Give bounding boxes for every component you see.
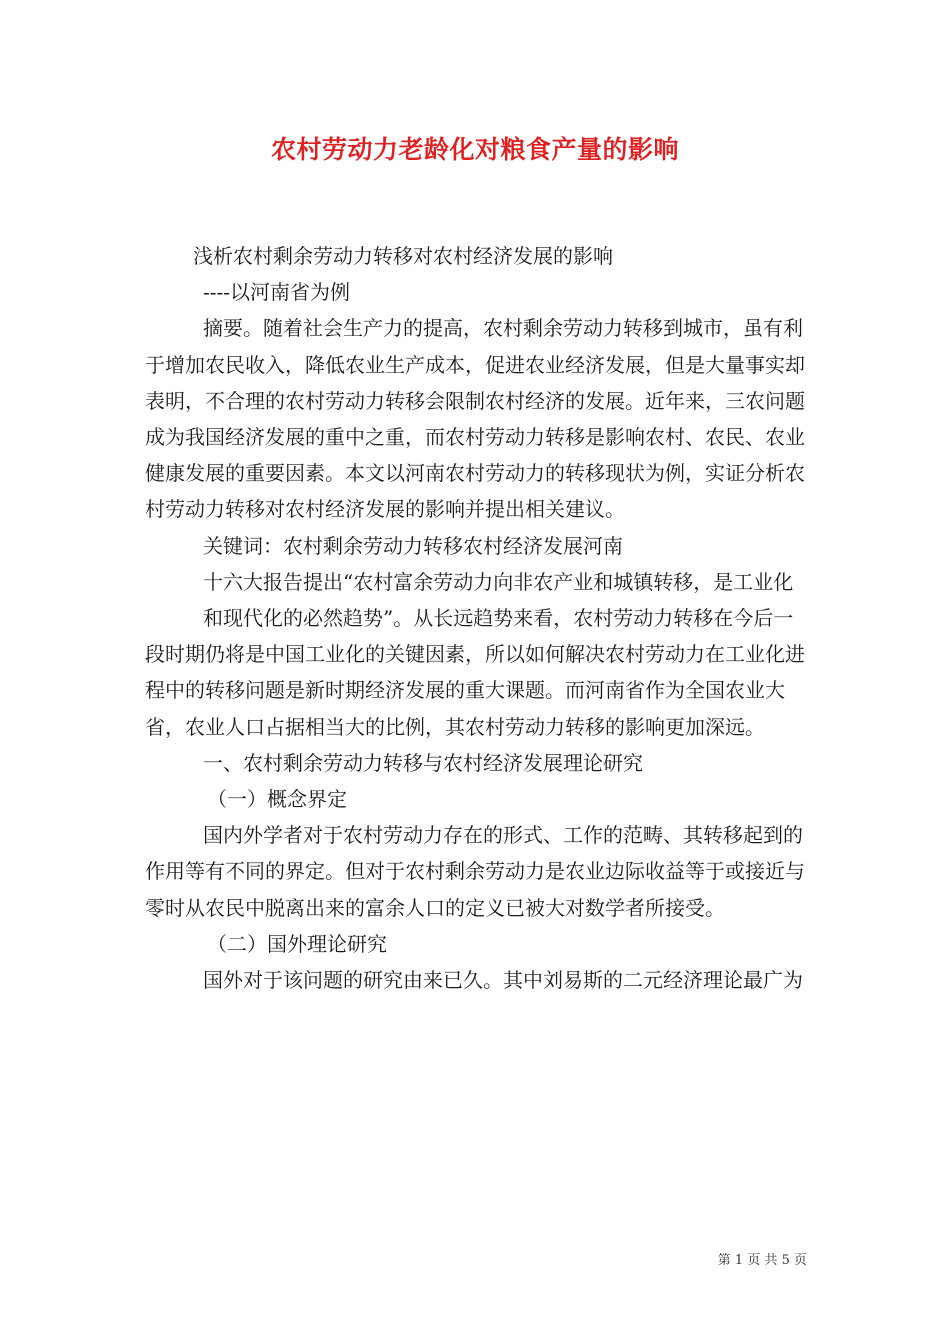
paragraph-modernization: 和现代化的必然趋势”。从长远趋势来看，农村劳动力转移在今后一段时期仍将是中国工业化的关键因素，所以如何解决农村劳动力在工业化进程中的转移问题是新时期经济发展的重大课题。而河南省作为全国农业大省，农业人口占据相当大的比例，其农村劳动力转移的影响更加深远。 xyxy=(145,606,805,739)
document-body xyxy=(145,238,810,998)
page-number: 第 1 页 共 5 页 xyxy=(717,1253,807,1268)
paragraph-foreign-research: 国外对于该问题的研究由来已久。其中刘易斯的二元经济理论最广为 xyxy=(203,968,803,993)
paragraph-definition: 国内外学者对于农村劳动力存在的形式、工作的范畴、其转移起到的作用等有不同的界定。但对于农村剩余劳动力是农业边际收益等于或接近与零时从农民中脱离出来的富余人口的定义已被大对数学者所接受。 xyxy=(145,823,805,920)
paragraph-keywords: 关键词：农村剩余劳动力转移农村经济发展河南 xyxy=(203,533,623,558)
subsection-heading-2: （二）国外理论研究 xyxy=(207,931,387,956)
subsection-heading-1: （一）概念界定 xyxy=(207,787,347,812)
paragraph-abstract: 摘要。随着社会生产力的提高，农村剩余劳动力转移到城市，虽有利于增加农民收入，降低农业生产成本，促进农业经济发展，但是大量事实却表明，不合理的农村劳动力转移会限制农村经济的发展。近年来，三农问题成为我国经济发展的重中之重，而农村劳动力转移是影响农村、农民、农业健康发展的重要因素。本文以河南农村劳动力的转移现状为例，实证分析农村劳动力转移对农村经济发展的影响并提出相关建议。 xyxy=(145,316,805,522)
paragraph-subtitle-example: ----以河南省为例 xyxy=(203,280,351,305)
paragraph-subtitle: 浅析农村剩余劳动力转移对农村经济发展的影响 xyxy=(193,244,613,268)
section-heading-1: 一、农村剩余劳动力转移与农村经济发展理论研究 xyxy=(203,750,643,775)
paragraph-report: 十六大报告提出“农村富余劳动力向非农产业和城镇转移，是工业化 xyxy=(203,569,794,594)
document-title: 农村劳动力老龄化对粮食产量的影响 xyxy=(270,135,679,164)
